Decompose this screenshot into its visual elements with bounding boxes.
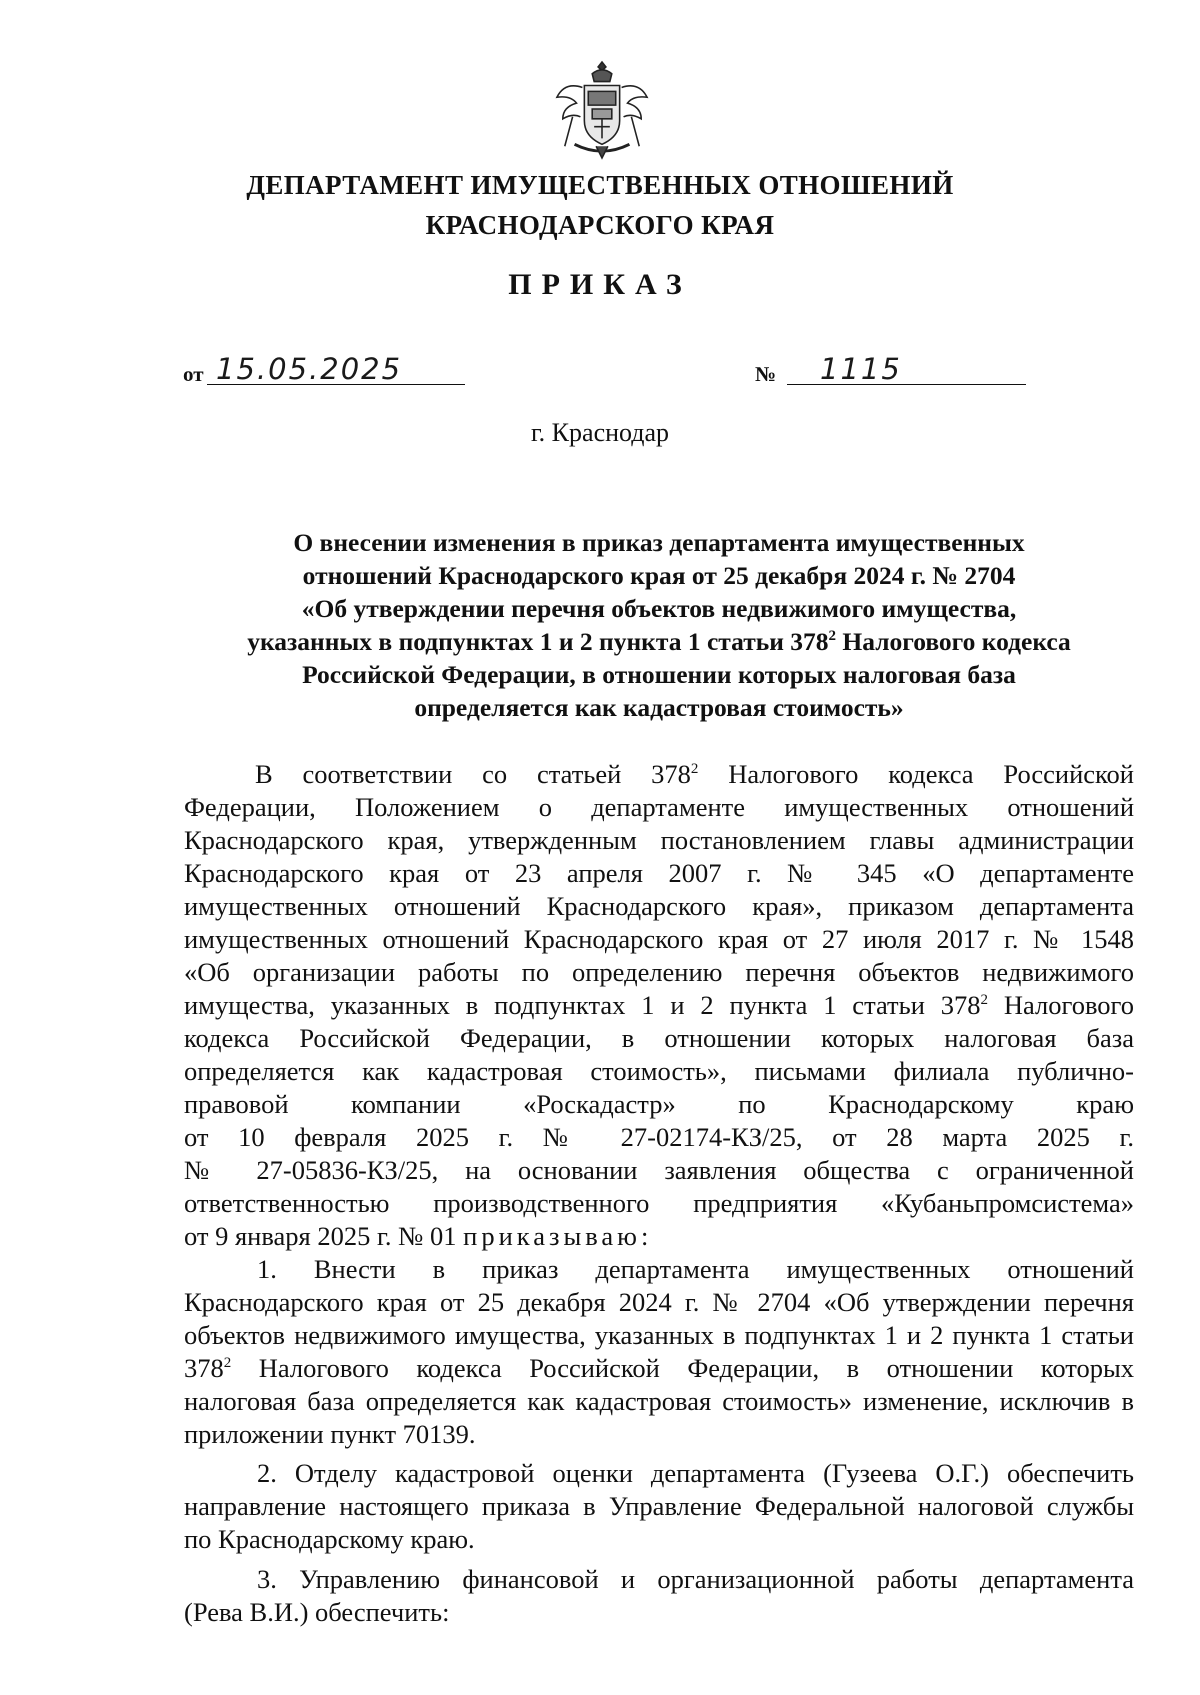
title-line: отношений Краснодарского края от 25 декабря 2024 г. № 2704: [302, 561, 1016, 590]
body-line: В соответствии со статьей $378^2$ Налогового кодекса Российской: [255, 759, 1134, 789]
body-line: по Краснодарскому краю.: [184, 1524, 475, 1554]
body-line: 2. Отделу кадастровой оценки департамента (Гузеева О.Г.) обеспечить: [257, 1458, 1134, 1488]
body-line: (Рева В.И.) обеспечить:: [184, 1597, 450, 1627]
department-name-line1: ДЕПАРТАМЕНТ ИМУЩЕСТВЕННЫХ ОТНОШЕНИЙ: [246, 170, 954, 200]
title-line: Российской Федерации, в отношении которых налоговая база: [302, 660, 1016, 689]
title-line: указанных в подпунктах 1 и 2 пункта 1 статьи $378^2$ Налогового кодекса: [247, 627, 1071, 656]
body-line: кодекса Российской Федерации, в отношении которых налоговая база: [184, 1023, 1134, 1053]
body-line: приложении пункт 70139.: [184, 1419, 476, 1449]
date-label: от: [183, 362, 204, 386]
department-name-line2: КРАСНОДАРСКОГО КРАЯ: [425, 210, 775, 240]
number-label: №: [755, 362, 777, 386]
title-line: «Об утверждении перечня объектов недвижимого имущества,: [301, 594, 1017, 623]
body-line: от 10 февраля 2025 г. № 27-02174-КЗ/25, от 28 марта 2025 г.: [184, 1122, 1134, 1152]
body-line: 3. Управлению финансовой и организационной работы департамента: [257, 1564, 1134, 1594]
body-line: имущественных отношений Краснодарского края», приказом департамента: [184, 891, 1134, 921]
body-line: «Об организации работы по определению перечня объектов недвижимого: [184, 957, 1134, 987]
title-line: О внесении изменения в приказ департамента имущественных: [293, 528, 1025, 557]
body-line: правовой компании «Роскадастр» по Краснодарскому краю: [184, 1089, 1134, 1119]
body-line: $378^2$ Налогового кодекса Российской Федерации, в отношении которых: [184, 1353, 1134, 1383]
body-line: ответственностью производственного предприятия «Кубаньпромсистема»: [184, 1188, 1134, 1218]
body-line: налоговая база определяется как кадастровая стоимость» изменение, исключив в: [184, 1386, 1134, 1416]
body-line: Краснодарского края от 23 апреля 2007 г. № 345 «О департаменте: [184, 858, 1134, 888]
body-line: 1. Внести в приказ департамента имущественных отношений: [257, 1254, 1134, 1284]
body-line: Краснодарского края от 25 декабря 2024 г. № 2704 «Об утверждении перечня: [184, 1287, 1134, 1317]
body-line: имущественных отношений Краснодарского края от 27 июля 2017 г. № 1548: [184, 924, 1134, 954]
coat-of-arms-icon: [553, 58, 651, 162]
handwritten-date: 15.05.2025: [216, 352, 403, 386]
order-word: приказываю:: [463, 1221, 653, 1251]
title-line: определяется как кадастровая стоимость»: [414, 693, 904, 722]
body-line: от 9 января 2025 г. № 01 приказываю:: [184, 1221, 653, 1251]
handwritten-number: 1115: [820, 352, 902, 386]
body-line: направление настоящего приказа в Управление Федеральной налоговой службы: [184, 1491, 1134, 1521]
body-line: Федерации, Положением о департаменте имущественных отношений: [184, 792, 1134, 822]
body-line: Краснодарского края, утвержденным постановлением главы администрации: [184, 825, 1134, 855]
body-line: имущества, указанных в подпунктах 1 и 2 пункта 1 статьи $378^2$ Налогового: [184, 990, 1134, 1020]
body-line: объектов недвижимого имущества, указанных в подпунктах 1 и 2 пункта 1 статьи: [184, 1320, 1134, 1350]
body-line: определяется как кадастровая стоимость», письмами филиала публично-: [184, 1056, 1134, 1086]
superscript: 2: [828, 628, 837, 644]
city: г. Краснодар: [530, 418, 670, 447]
document-type-heading: ПРИКАЗ: [508, 268, 692, 301]
body-line: № 27-05836-КЗ/25, на основании заявления общества с ограниченной: [184, 1155, 1134, 1185]
